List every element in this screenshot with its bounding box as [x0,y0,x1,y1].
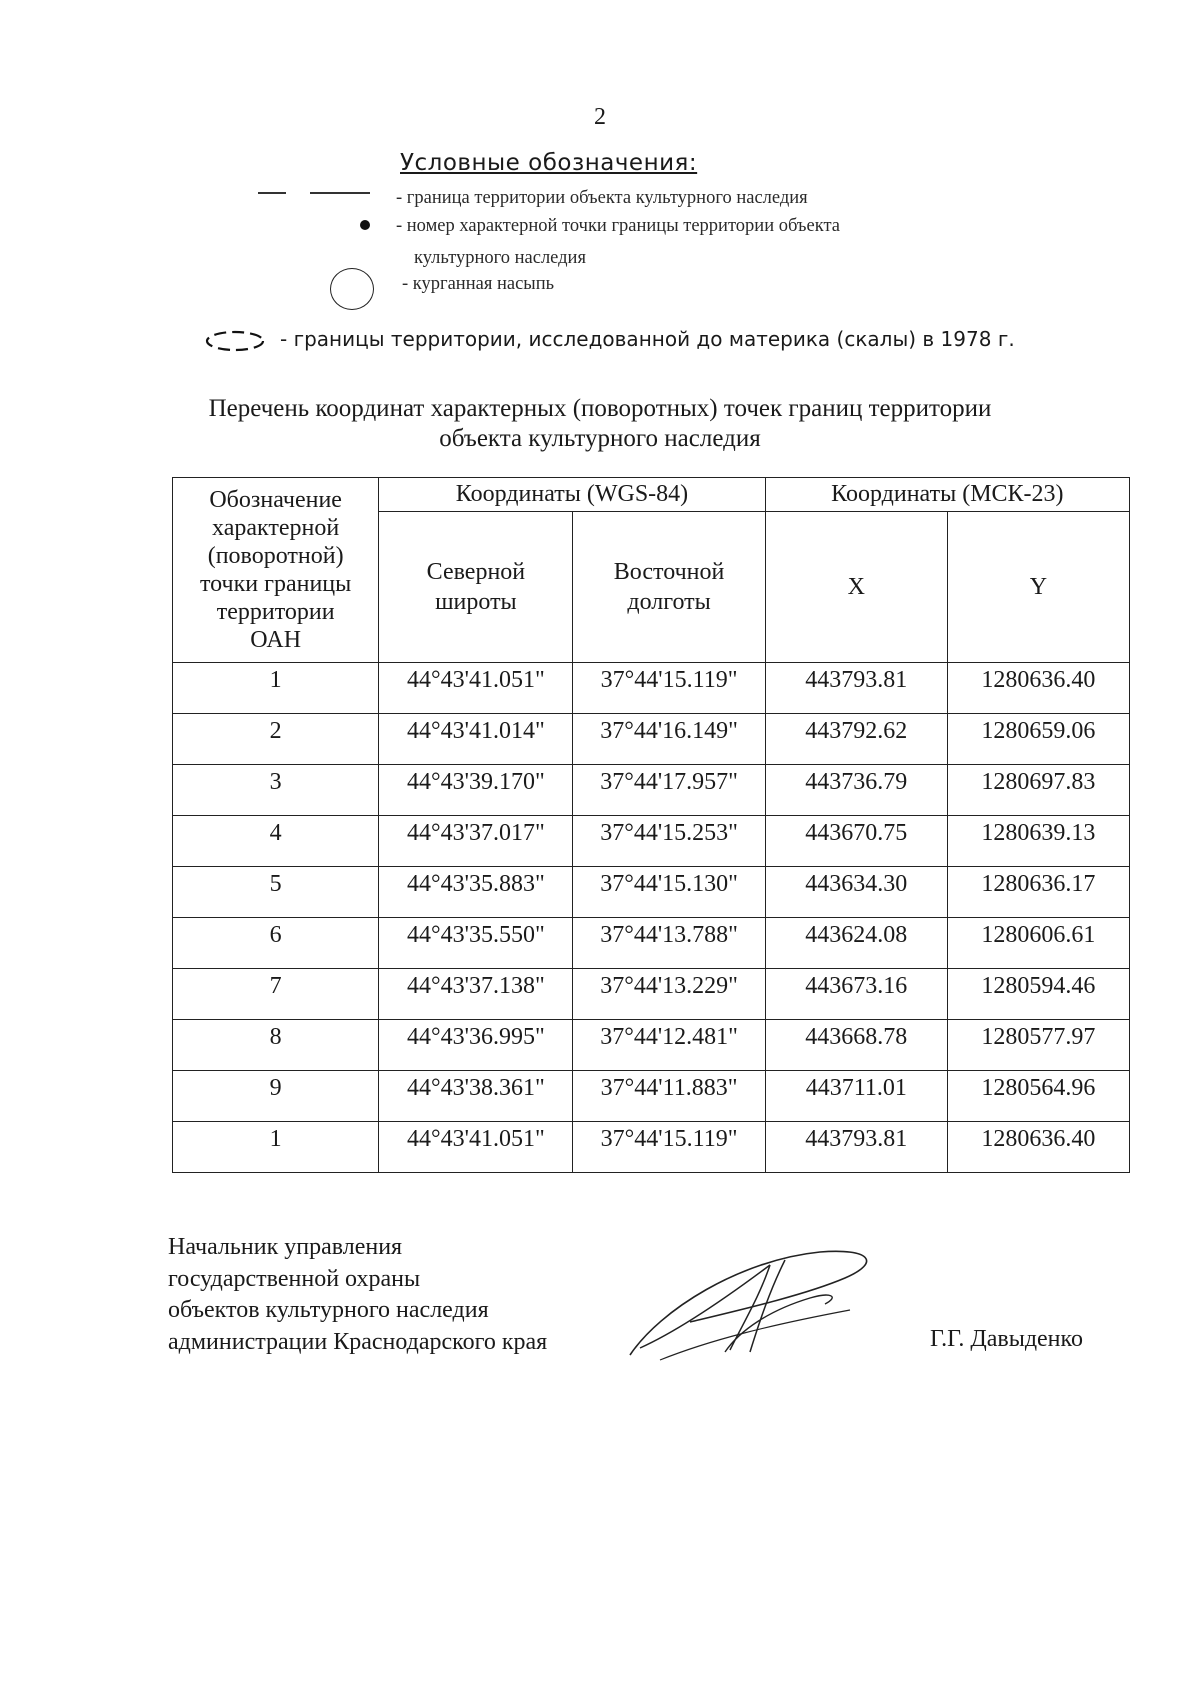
cell-lat: 44°43'38.361" [379,1071,573,1122]
cell-point: 5 [173,867,379,918]
cell-y: 1280639.13 [947,816,1129,867]
cell-x: 443668.78 [765,1020,947,1071]
header-y: Y [947,512,1129,663]
legend-text-point: - номер характерной точки границы территории объекта [396,216,840,236]
header-lon-line: Восточной [613,559,725,585]
cell-point: 6 [173,918,379,969]
cell-lon: 37°44'17.957" [573,765,765,816]
header-group-msk: Координаты (МСК-23) [765,478,1129,512]
cell-lat: 44°43'37.017" [379,816,573,867]
table-row [173,969,1130,1020]
cell-y: 1280564.96 [947,1071,1129,1122]
cell-point: 1 [173,1122,379,1173]
signatory-title-line: государственной охраны [168,1265,421,1292]
cell-x: 443670.75 [765,816,947,867]
signatory-title [168,1232,547,1358]
table-row [173,918,1130,969]
list-title-line1: Перечень координат характерных (поворотных) точек границ территории [208,395,992,422]
cell-lon: 37°44'12.481" [573,1020,765,1071]
cell-x: 443711.01 [765,1071,947,1122]
table-row [173,663,1130,714]
cell-x: 443736.79 [765,765,947,816]
legend-title: Условные обозначения: [400,150,698,176]
cell-y: 1280659.06 [947,714,1129,765]
cell-lon: 37°44'15.119" [573,1122,765,1173]
cell-lat: 44°43'39.170" [379,765,573,816]
signatory-name: Г.Г. Давыденко [930,1326,1083,1352]
table-row [173,1020,1130,1071]
cell-y: 1280697.83 [947,765,1129,816]
cell-lat: 44°43'41.051" [379,663,573,714]
coordinates-table [172,477,1130,1173]
legend-text-boundary: - граница территории объекта культурного наследия [396,188,808,208]
header-point-line: Обозначение [209,487,342,513]
circle-icon [330,268,374,310]
table-row [173,1122,1130,1173]
cell-x: 443793.81 [765,663,947,714]
table-row [173,714,1130,765]
cell-point: 1 [173,663,379,714]
cell-point: 2 [173,714,379,765]
cell-lat: 44°43'41.051" [379,1122,573,1173]
header-lon [573,512,765,663]
header-lat-line: Северной [426,559,526,585]
cell-y: 1280606.61 [947,918,1129,969]
header-point-line: территории [216,599,335,625]
page-number: 2 [594,104,606,130]
cell-lon: 37°44'13.229" [573,969,765,1020]
cell-lon: 37°44'16.149" [573,714,765,765]
signatory-title-line: Начальник управления [168,1234,403,1260]
header-x: X [765,512,947,663]
cell-lon: 37°44'13.788" [573,918,765,969]
table-row [173,1071,1130,1122]
cell-y: 1280594.46 [947,969,1129,1020]
cell-y: 1280636.40 [947,1122,1129,1173]
header-point [173,478,379,663]
cell-lon: 37°44'15.130" [573,867,765,918]
cell-point: 3 [173,765,379,816]
legend-text-mound: - курганная насыпь [402,274,555,294]
cell-lat: 44°43'36.995" [379,1020,573,1071]
table-row [173,816,1130,867]
cell-lat: 44°43'37.138" [379,969,573,1020]
cell-lon: 37°44'15.253" [573,816,765,867]
cell-y: 1280636.17 [947,867,1129,918]
header-point-line: ОАН [250,627,302,653]
dashed-oval-icon [204,329,266,353]
list-title-line2: объекта культурного наследия [439,425,761,452]
list-title [0,394,1200,454]
header-point-line: (поворотной) [207,543,344,569]
cell-point: 8 [173,1020,379,1071]
cell-y: 1280577.97 [947,1020,1129,1071]
header-point-line: точки границы [200,571,352,597]
header-group-wgs: Координаты (WGS-84) [379,478,765,512]
cell-x: 443673.16 [765,969,947,1020]
header-lat [379,512,573,663]
cell-x: 443793.81 [765,1122,947,1173]
table-row [173,867,1130,918]
cell-point: 9 [173,1071,379,1122]
signatory-title-line: администрации Краснодарского края [168,1328,548,1355]
cell-point: 7 [173,969,379,1020]
header-lat-line: широты [435,589,517,615]
cell-x: 443624.08 [765,918,947,969]
handwritten-signature [620,1240,890,1365]
cell-lat: 44°43'35.550" [379,918,573,969]
cell-x: 443634.30 [765,867,947,918]
table-row [173,765,1130,816]
header-lon-line: долготы [627,589,711,615]
legend-text-point-cont: культурного наследия [414,248,586,268]
cell-lat: 44°43'41.014" [379,714,573,765]
cell-lon: 37°44'11.883" [573,1071,765,1122]
legend-text-explored: - границы территории, исследованной до материка (скалы) в 1978 г. [280,327,1015,351]
header-point-line: характерной [212,515,340,541]
cell-point: 4 [173,816,379,867]
cell-y: 1280636.40 [947,663,1129,714]
dashed-line-icon [258,192,370,194]
signatory-title-line: объектов культурного наследия [168,1297,489,1323]
cell-x: 443792.62 [765,714,947,765]
point-dot-icon [360,220,370,230]
cell-lon: 37°44'15.119" [573,663,765,714]
cell-lat: 44°43'35.883" [379,867,573,918]
